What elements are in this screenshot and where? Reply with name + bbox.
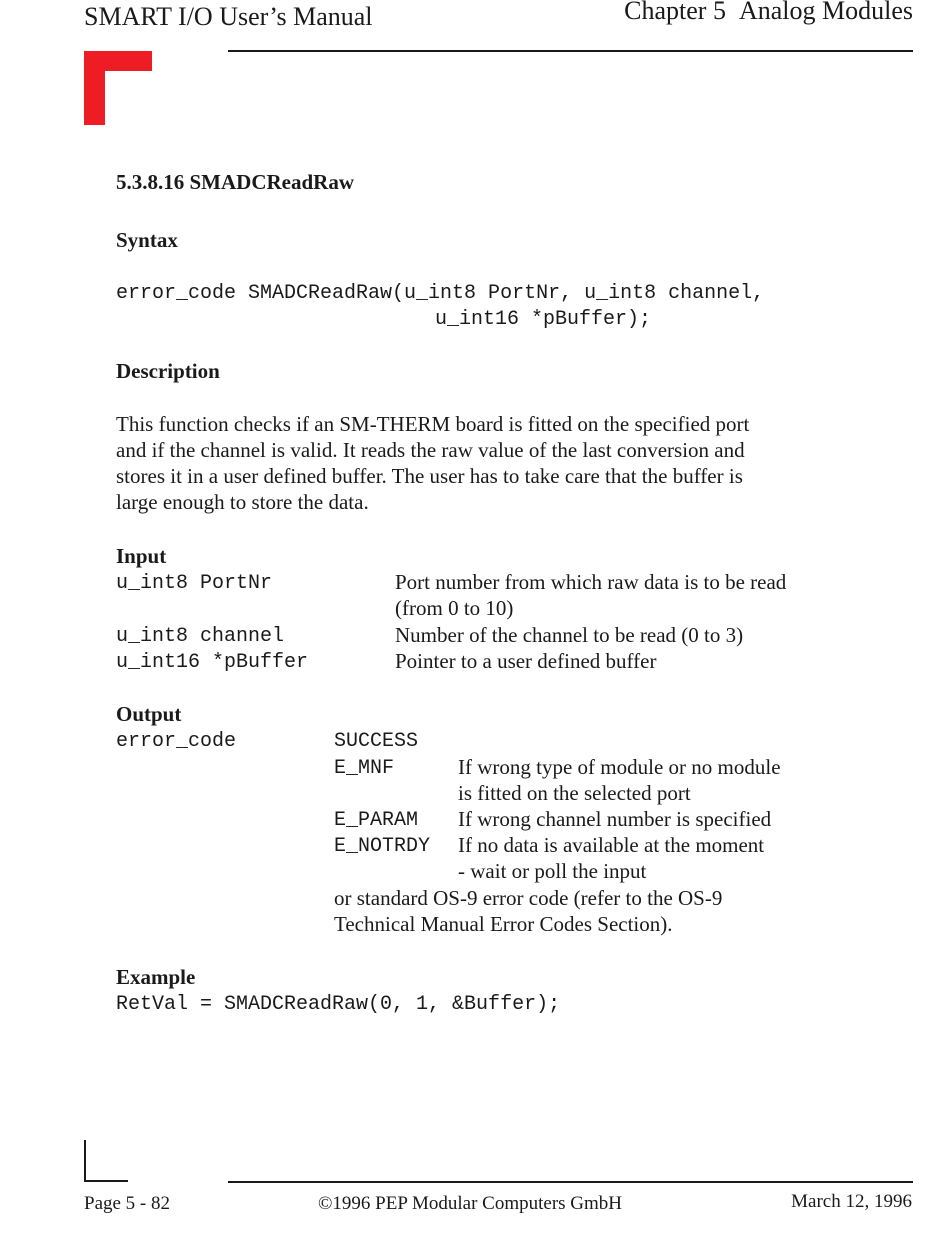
input-desc: Pointer to a user defined buffer — [395, 649, 657, 673]
input-desc-cont: (from 0 to 10) — [395, 596, 514, 620]
manual-title: SMART I/O User’s Manual — [84, 2, 373, 31]
example-heading: Example — [116, 965, 196, 989]
chapter-title: Analog Modules — [738, 0, 913, 25]
output-note-line: Technical Manual Error Codes Section). — [334, 912, 673, 936]
output-code: E_NOTRDY — [334, 835, 431, 858]
description-line: and if the channel is valid. It reads the raw value of the last conversion and — [116, 438, 745, 462]
output-note-line: or standard OS-9 error code (refer to the OS-9 — [334, 886, 723, 910]
input-param: u_int16 *pBuffer — [116, 651, 309, 674]
input-heading: Input — [116, 544, 167, 568]
description-line: stores it in a user defined buffer. The user has to take care that the buffer is — [116, 464, 743, 488]
input-desc: Port number from which raw data is to be read — [395, 570, 787, 594]
description-heading: Description — [116, 359, 220, 383]
output-desc: If no data is available at the moment — [458, 833, 765, 857]
output-code: E_MNF — [334, 757, 395, 780]
input-param: u_int8 PortNr — [116, 572, 273, 595]
input-param: u_int8 channel — [116, 625, 285, 648]
output-desc-cont: is fitted on the selected port — [458, 781, 691, 805]
output-desc-cont: - wait or poll the input — [458, 859, 647, 883]
example-code: RetVal = SMADCReadRaw(0, 1, &Buffer); — [116, 993, 561, 1016]
syntax-heading: Syntax — [116, 228, 178, 252]
input-desc: Number of the channel to be read (0 to 3) — [395, 623, 744, 647]
copyright: ©1996 PEP Modular Computers GmbH — [318, 1193, 623, 1214]
chapter-number: Chapter 5 — [624, 0, 726, 25]
description-line: large enough to store the data. — [116, 490, 369, 514]
header-rule — [228, 50, 913, 52]
footer-rule — [228, 1181, 913, 1183]
publication-date: March 12, 1996 — [791, 1191, 912, 1212]
page-number: Page 5 - 82 — [84, 1193, 171, 1214]
syntax-line-2: u_int16 *pBuffer); — [435, 308, 652, 331]
syntax-line-1: error_code SMADCReadRaw(u_int8 PortNr, u_int8 channel, — [116, 282, 765, 305]
section-heading: 5.3.8.16 SMADCReadRaw — [116, 170, 354, 194]
output-desc: If wrong channel number is specified — [458, 807, 772, 831]
output-heading: Output — [116, 702, 182, 726]
output-desc: If wrong type of module or no module — [458, 755, 781, 779]
output-param: error_code — [116, 730, 237, 753]
description-body — [116, 411, 856, 515]
chapter-heading — [624, 0, 913, 26]
description-line: This function checks if an SM-THERM board is fitted on the specified port — [116, 412, 750, 436]
output-code: SUCCESS — [334, 730, 419, 753]
output-code: E_PARAM — [334, 809, 419, 832]
